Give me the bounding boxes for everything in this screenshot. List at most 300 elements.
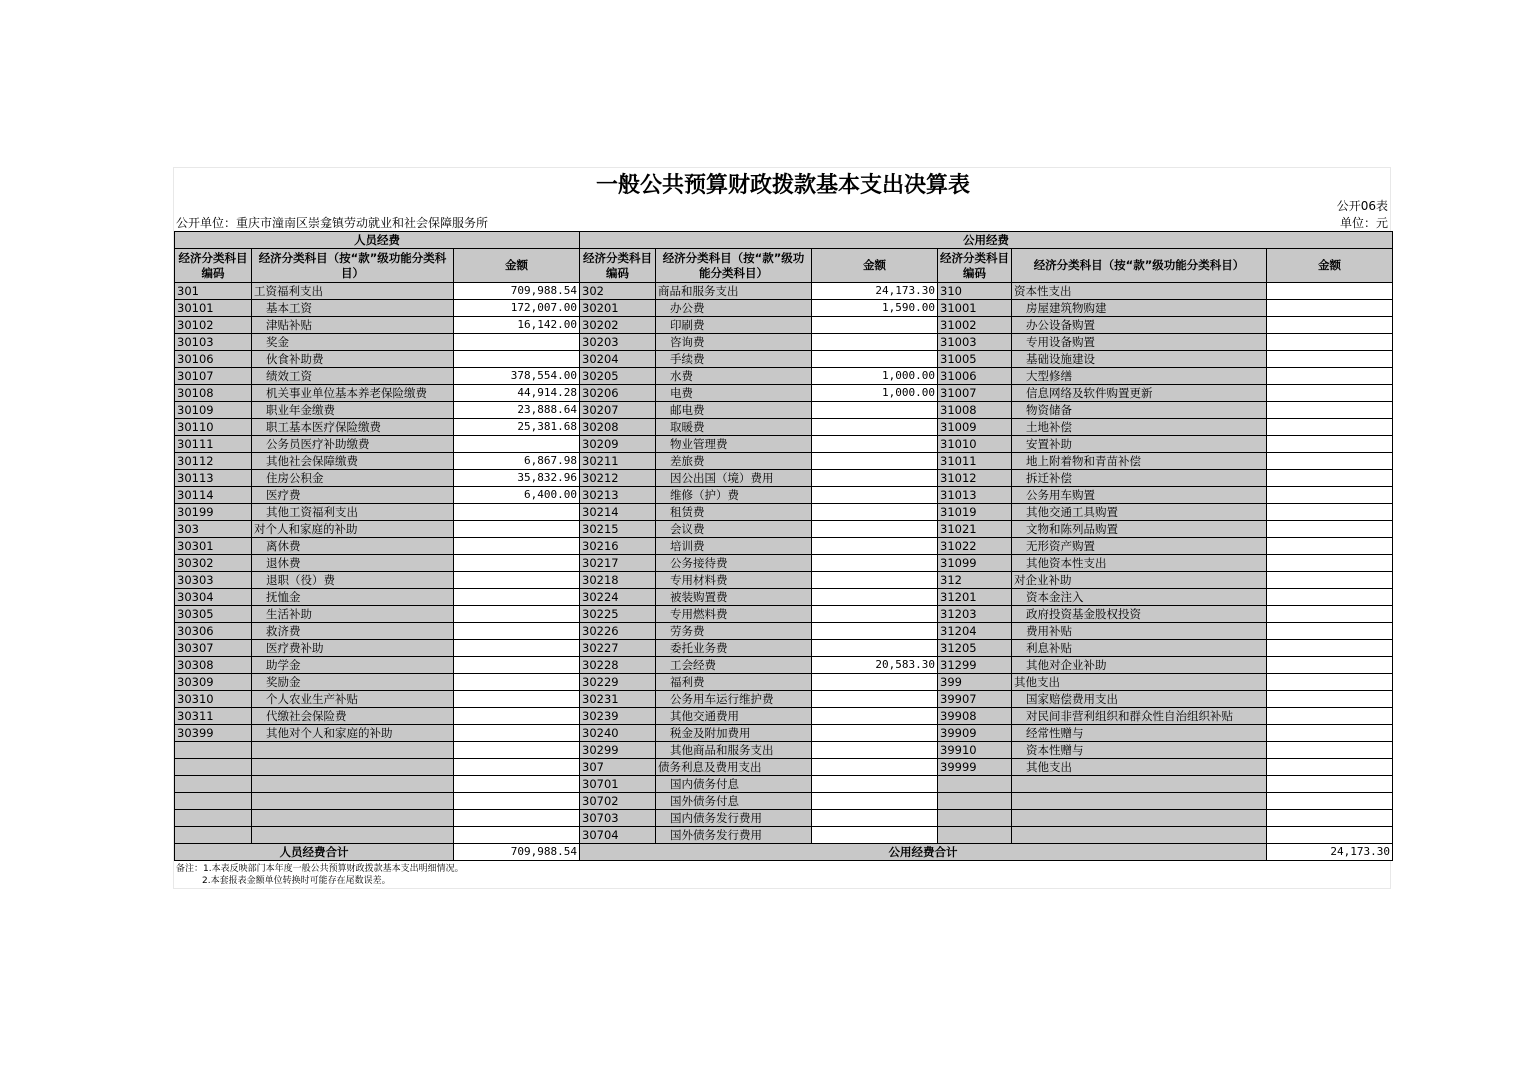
cell-item-name[interactable]: 安置补助 bbox=[1012, 436, 1267, 453]
cell-code[interactable]: 30106 bbox=[175, 351, 252, 368]
cell-item-name[interactable]: 被装购置费 bbox=[656, 589, 812, 606]
cell-code[interactable]: 30209 bbox=[580, 436, 656, 453]
cell-item-name[interactable]: 国家赔偿费用支出 bbox=[1012, 691, 1267, 708]
cell-amount[interactable]: 6,867.98 bbox=[454, 453, 580, 470]
cell-item-name[interactable] bbox=[1012, 827, 1267, 844]
cell-amount[interactable] bbox=[454, 674, 580, 691]
cell-item-name[interactable] bbox=[252, 810, 454, 827]
cell-amount[interactable] bbox=[1267, 640, 1393, 657]
cell-amount[interactable] bbox=[812, 487, 938, 504]
cell-amount[interactable] bbox=[812, 759, 938, 776]
cell-code[interactable]: 30201 bbox=[580, 300, 656, 317]
cell-amount[interactable] bbox=[454, 827, 580, 844]
cell-code[interactable]: 312 bbox=[938, 572, 1012, 589]
cell-code[interactable]: 31019 bbox=[938, 504, 1012, 521]
cell-code[interactable]: 31011 bbox=[938, 453, 1012, 470]
cell-code[interactable]: 30212 bbox=[580, 470, 656, 487]
cell-item-name[interactable]: 经常性赠与 bbox=[1012, 725, 1267, 742]
cell-code[interactable] bbox=[938, 776, 1012, 793]
cell-amount[interactable] bbox=[454, 589, 580, 606]
cell-item-name[interactable]: 公务接待费 bbox=[656, 555, 812, 572]
cell-code[interactable] bbox=[175, 759, 252, 776]
cell-code[interactable]: 31003 bbox=[938, 334, 1012, 351]
cell-amount[interactable] bbox=[454, 504, 580, 521]
cell-item-name[interactable]: 公务用车购置 bbox=[1012, 487, 1267, 504]
cell-amount[interactable]: 25,381.68 bbox=[454, 419, 580, 436]
cell-item-name[interactable]: 其他支出 bbox=[1012, 674, 1267, 691]
cell-item-name[interactable]: 租赁费 bbox=[656, 504, 812, 521]
cell-amount[interactable] bbox=[1267, 385, 1393, 402]
cell-item-name[interactable]: 住房公积金 bbox=[252, 470, 454, 487]
cell-amount[interactable]: 35,832.96 bbox=[454, 470, 580, 487]
cell-amount[interactable] bbox=[1267, 742, 1393, 759]
cell-code[interactable]: 30299 bbox=[580, 742, 656, 759]
cell-item-name[interactable]: 其他交通工具购置 bbox=[1012, 504, 1267, 521]
cell-code[interactable]: 30215 bbox=[580, 521, 656, 538]
cell-item-name[interactable]: 绩效工资 bbox=[252, 368, 454, 385]
cell-code[interactable]: 30701 bbox=[580, 776, 656, 793]
cell-item-name[interactable]: 医疗费补助 bbox=[252, 640, 454, 657]
cell-item-name[interactable]: 个人农业生产补贴 bbox=[252, 691, 454, 708]
cell-amount[interactable] bbox=[1267, 453, 1393, 470]
cell-amount[interactable] bbox=[1267, 623, 1393, 640]
cell-code[interactable] bbox=[938, 793, 1012, 810]
cell-amount[interactable] bbox=[812, 538, 938, 555]
cell-amount[interactable] bbox=[454, 351, 580, 368]
cell-item-name[interactable]: 物业管理费 bbox=[656, 436, 812, 453]
cell-code[interactable]: 31005 bbox=[938, 351, 1012, 368]
cell-code[interactable]: 31205 bbox=[938, 640, 1012, 657]
cell-item-name[interactable]: 物资储备 bbox=[1012, 402, 1267, 419]
cell-amount[interactable] bbox=[812, 606, 938, 623]
cell-item-name[interactable]: 职工基本医疗保险缴费 bbox=[252, 419, 454, 436]
cell-code[interactable] bbox=[938, 810, 1012, 827]
cell-item-name[interactable]: 退休费 bbox=[252, 555, 454, 572]
cell-item-name[interactable]: 其他社会保障缴费 bbox=[252, 453, 454, 470]
cell-item-name[interactable]: 因公出国（境）费用 bbox=[656, 470, 812, 487]
cell-item-name[interactable]: 国外债务发行费用 bbox=[656, 827, 812, 844]
cell-amount[interactable] bbox=[1267, 470, 1393, 487]
cell-item-name[interactable]: 对企业补助 bbox=[1012, 572, 1267, 589]
cell-item-name[interactable]: 国内债务发行费用 bbox=[656, 810, 812, 827]
cell-amount[interactable] bbox=[1267, 708, 1393, 725]
public-total-amount[interactable]: 24,173.30 bbox=[1267, 844, 1393, 861]
cell-item-name[interactable]: 其他支出 bbox=[1012, 759, 1267, 776]
cell-code[interactable] bbox=[938, 827, 1012, 844]
cell-amount[interactable] bbox=[812, 453, 938, 470]
cell-item-name[interactable]: 机关事业单位基本养老保险缴费 bbox=[252, 385, 454, 402]
cell-item-name[interactable]: 地上附着物和青苗补偿 bbox=[1012, 453, 1267, 470]
cell-item-name[interactable]: 拆迁补偿 bbox=[1012, 470, 1267, 487]
cell-amount[interactable] bbox=[1267, 436, 1393, 453]
cell-code[interactable]: 39999 bbox=[938, 759, 1012, 776]
cell-code[interactable]: 303 bbox=[175, 521, 252, 538]
cell-item-name[interactable]: 专用材料费 bbox=[656, 572, 812, 589]
cell-code[interactable]: 30224 bbox=[580, 589, 656, 606]
cell-item-name[interactable]: 生活补助 bbox=[252, 606, 454, 623]
cell-code[interactable] bbox=[175, 810, 252, 827]
cell-item-name[interactable]: 津贴补贴 bbox=[252, 317, 454, 334]
cell-item-name[interactable]: 劳务费 bbox=[656, 623, 812, 640]
cell-amount[interactable]: 1,000.00 bbox=[812, 385, 938, 402]
cell-amount[interactable] bbox=[1267, 555, 1393, 572]
cell-item-name[interactable]: 退职（役）费 bbox=[252, 572, 454, 589]
cell-code[interactable]: 30307 bbox=[175, 640, 252, 657]
cell-amount[interactable] bbox=[454, 640, 580, 657]
cell-code[interactable]: 30109 bbox=[175, 402, 252, 419]
cell-code[interactable]: 30702 bbox=[580, 793, 656, 810]
cell-amount[interactable] bbox=[812, 674, 938, 691]
cell-code[interactable]: 31099 bbox=[938, 555, 1012, 572]
cell-item-name[interactable]: 奖金 bbox=[252, 334, 454, 351]
cell-code[interactable]: 30227 bbox=[580, 640, 656, 657]
cell-item-name[interactable]: 国外债务付息 bbox=[656, 793, 812, 810]
cell-amount[interactable] bbox=[1267, 283, 1393, 300]
cell-amount[interactable] bbox=[454, 572, 580, 589]
cell-amount[interactable]: 1,590.00 bbox=[812, 300, 938, 317]
cell-amount[interactable] bbox=[1267, 317, 1393, 334]
cell-amount[interactable] bbox=[812, 708, 938, 725]
cell-item-name[interactable]: 医疗费 bbox=[252, 487, 454, 504]
cell-amount[interactable] bbox=[1267, 725, 1393, 742]
cell-code[interactable]: 39907 bbox=[938, 691, 1012, 708]
cell-code[interactable]: 31012 bbox=[938, 470, 1012, 487]
cell-item-name[interactable]: 取暖费 bbox=[656, 419, 812, 436]
cell-item-name[interactable]: 工会经费 bbox=[656, 657, 812, 674]
cell-item-name[interactable]: 职业年金缴费 bbox=[252, 402, 454, 419]
cell-code[interactable]: 39910 bbox=[938, 742, 1012, 759]
cell-item-name[interactable]: 维修（护）费 bbox=[656, 487, 812, 504]
cell-item-name[interactable]: 咨询费 bbox=[656, 334, 812, 351]
cell-code[interactable]: 30108 bbox=[175, 385, 252, 402]
cell-amount[interactable] bbox=[1267, 368, 1393, 385]
cell-amount[interactable] bbox=[1267, 674, 1393, 691]
cell-code[interactable]: 30703 bbox=[580, 810, 656, 827]
cell-code[interactable]: 30240 bbox=[580, 725, 656, 742]
cell-item-name[interactable]: 对个人和家庭的补助 bbox=[252, 521, 454, 538]
cell-item-name[interactable]: 债务利息及费用支出 bbox=[656, 759, 812, 776]
cell-amount[interactable] bbox=[1267, 810, 1393, 827]
cell-amount[interactable]: 6,400.00 bbox=[454, 487, 580, 504]
cell-amount[interactable] bbox=[812, 436, 938, 453]
cell-code[interactable]: 39908 bbox=[938, 708, 1012, 725]
cell-item-name[interactable]: 其他商品和服务支出 bbox=[656, 742, 812, 759]
cell-code[interactable]: 30114 bbox=[175, 487, 252, 504]
cell-item-name[interactable]: 培训费 bbox=[656, 538, 812, 555]
cell-amount[interactable] bbox=[454, 691, 580, 708]
cell-code[interactable]: 31006 bbox=[938, 368, 1012, 385]
cell-item-name[interactable] bbox=[252, 759, 454, 776]
cell-amount[interactable] bbox=[1267, 402, 1393, 419]
cell-code[interactable]: 30218 bbox=[580, 572, 656, 589]
cell-amount[interactable] bbox=[812, 402, 938, 419]
cell-amount[interactable] bbox=[454, 776, 580, 793]
cell-item-name[interactable]: 土地补偿 bbox=[1012, 419, 1267, 436]
cell-amount[interactable] bbox=[1267, 776, 1393, 793]
cell-item-name[interactable]: 专用设备购置 bbox=[1012, 334, 1267, 351]
cell-code[interactable]: 30311 bbox=[175, 708, 252, 725]
cell-amount[interactable] bbox=[812, 827, 938, 844]
cell-amount[interactable] bbox=[1267, 334, 1393, 351]
cell-code[interactable]: 31013 bbox=[938, 487, 1012, 504]
cell-amount[interactable] bbox=[812, 776, 938, 793]
cell-amount[interactable] bbox=[1267, 657, 1393, 674]
cell-item-name[interactable]: 资本性支出 bbox=[1012, 283, 1267, 300]
cell-code[interactable]: 30216 bbox=[580, 538, 656, 555]
cell-amount[interactable] bbox=[1267, 691, 1393, 708]
personnel-total-amount[interactable]: 709,988.54 bbox=[454, 844, 580, 861]
cell-amount[interactable] bbox=[812, 419, 938, 436]
cell-item-name[interactable]: 政府投资基金股权投资 bbox=[1012, 606, 1267, 623]
cell-code[interactable]: 31022 bbox=[938, 538, 1012, 555]
cell-code[interactable]: 31001 bbox=[938, 300, 1012, 317]
cell-item-name[interactable]: 资本性赠与 bbox=[1012, 742, 1267, 759]
cell-amount[interactable] bbox=[454, 334, 580, 351]
cell-amount[interactable] bbox=[1267, 793, 1393, 810]
cell-amount[interactable] bbox=[812, 742, 938, 759]
cell-item-name[interactable]: 费用补贴 bbox=[1012, 623, 1267, 640]
cell-amount[interactable] bbox=[812, 521, 938, 538]
cell-item-name[interactable] bbox=[252, 827, 454, 844]
cell-item-name[interactable]: 办公设备购置 bbox=[1012, 317, 1267, 334]
cell-item-name[interactable]: 其他交通费用 bbox=[656, 708, 812, 725]
cell-code[interactable]: 30304 bbox=[175, 589, 252, 606]
cell-amount[interactable] bbox=[1267, 419, 1393, 436]
cell-amount[interactable]: 24,173.30 bbox=[812, 283, 938, 300]
cell-amount[interactable] bbox=[812, 793, 938, 810]
cell-item-name[interactable]: 大型修缮 bbox=[1012, 368, 1267, 385]
cell-item-name[interactable]: 福利费 bbox=[656, 674, 812, 691]
cell-item-name[interactable]: 印刷费 bbox=[656, 317, 812, 334]
cell-item-name[interactable]: 其他对企业补助 bbox=[1012, 657, 1267, 674]
cell-code[interactable]: 30704 bbox=[580, 827, 656, 844]
cell-item-name[interactable]: 伙食补助费 bbox=[252, 351, 454, 368]
cell-amount[interactable] bbox=[1267, 504, 1393, 521]
cell-item-name[interactable] bbox=[1012, 776, 1267, 793]
cell-item-name[interactable]: 利息补贴 bbox=[1012, 640, 1267, 657]
cell-item-name[interactable]: 文物和陈列品购置 bbox=[1012, 521, 1267, 538]
cell-code[interactable]: 30229 bbox=[580, 674, 656, 691]
cell-amount[interactable]: 44,914.28 bbox=[454, 385, 580, 402]
cell-item-name[interactable] bbox=[252, 742, 454, 759]
cell-amount[interactable] bbox=[454, 538, 580, 555]
cell-item-name[interactable]: 资本金注入 bbox=[1012, 589, 1267, 606]
cell-item-name[interactable]: 公务员医疗补助缴费 bbox=[252, 436, 454, 453]
cell-amount[interactable] bbox=[454, 810, 580, 827]
cell-amount[interactable] bbox=[1267, 300, 1393, 317]
cell-amount[interactable]: 709,988.54 bbox=[454, 283, 580, 300]
cell-code[interactable]: 31203 bbox=[938, 606, 1012, 623]
cell-code[interactable]: 31010 bbox=[938, 436, 1012, 453]
cell-code[interactable]: 30302 bbox=[175, 555, 252, 572]
cell-amount[interactable] bbox=[454, 623, 580, 640]
cell-amount[interactable] bbox=[812, 725, 938, 742]
cell-amount[interactable] bbox=[1267, 538, 1393, 555]
cell-code[interactable]: 30399 bbox=[175, 725, 252, 742]
cell-code[interactable]: 30107 bbox=[175, 368, 252, 385]
cell-code[interactable]: 31021 bbox=[938, 521, 1012, 538]
cell-code[interactable] bbox=[175, 742, 252, 759]
cell-amount[interactable] bbox=[454, 657, 580, 674]
cell-code[interactable]: 30228 bbox=[580, 657, 656, 674]
cell-code[interactable]: 30111 bbox=[175, 436, 252, 453]
cell-code[interactable]: 30203 bbox=[580, 334, 656, 351]
cell-item-name[interactable] bbox=[1012, 810, 1267, 827]
cell-code[interactable]: 307 bbox=[580, 759, 656, 776]
cell-code[interactable]: 39909 bbox=[938, 725, 1012, 742]
cell-amount[interactable]: 1,000.00 bbox=[812, 368, 938, 385]
cell-amount[interactable] bbox=[454, 555, 580, 572]
cell-code[interactable]: 302 bbox=[580, 283, 656, 300]
cell-code[interactable]: 30310 bbox=[175, 691, 252, 708]
cell-code[interactable]: 30214 bbox=[580, 504, 656, 521]
cell-item-name[interactable]: 奖励金 bbox=[252, 674, 454, 691]
table-row bbox=[175, 776, 1393, 793]
cell-amount[interactable] bbox=[812, 555, 938, 572]
cell-code[interactable]: 30206 bbox=[580, 385, 656, 402]
cell-amount[interactable] bbox=[812, 810, 938, 827]
cell-code[interactable]: 31299 bbox=[938, 657, 1012, 674]
cell-item-name[interactable]: 会议费 bbox=[656, 521, 812, 538]
cell-amount[interactable] bbox=[812, 351, 938, 368]
cell-amount[interactable]: 23,888.64 bbox=[454, 402, 580, 419]
cell-amount[interactable] bbox=[812, 691, 938, 708]
cell-code[interactable]: 30309 bbox=[175, 674, 252, 691]
cell-amount[interactable] bbox=[812, 589, 938, 606]
cell-amount[interactable] bbox=[1267, 589, 1393, 606]
cell-amount[interactable] bbox=[454, 436, 580, 453]
cell-item-name[interactable]: 基础设施建设 bbox=[1012, 351, 1267, 368]
cell-item-name[interactable]: 离休费 bbox=[252, 538, 454, 555]
cell-item-name[interactable]: 救济费 bbox=[252, 623, 454, 640]
cell-amount[interactable] bbox=[1267, 759, 1393, 776]
cell-amount[interactable] bbox=[454, 708, 580, 725]
cell-code[interactable]: 30301 bbox=[175, 538, 252, 555]
cell-code[interactable]: 30202 bbox=[580, 317, 656, 334]
cell-code[interactable]: 30213 bbox=[580, 487, 656, 504]
cell-item-name[interactable]: 工资福利支出 bbox=[252, 283, 454, 300]
cell-item-name[interactable]: 助学金 bbox=[252, 657, 454, 674]
cell-code[interactable]: 30239 bbox=[580, 708, 656, 725]
cell-amount[interactable]: 378,554.00 bbox=[454, 368, 580, 385]
cell-amount[interactable] bbox=[812, 334, 938, 351]
cell-amount[interactable] bbox=[1267, 572, 1393, 589]
cell-code[interactable]: 30112 bbox=[175, 453, 252, 470]
cell-amount[interactable] bbox=[1267, 521, 1393, 538]
cell-item-name[interactable]: 基本工资 bbox=[252, 300, 454, 317]
cell-item-name[interactable]: 无形资产购置 bbox=[1012, 538, 1267, 555]
cell-code[interactable]: 30306 bbox=[175, 623, 252, 640]
cell-code[interactable]: 30102 bbox=[175, 317, 252, 334]
cell-code[interactable]: 31204 bbox=[938, 623, 1012, 640]
cell-code[interactable]: 30231 bbox=[580, 691, 656, 708]
cell-code[interactable]: 301 bbox=[175, 283, 252, 300]
cell-item-name[interactable]: 抚恤金 bbox=[252, 589, 454, 606]
cell-amount[interactable] bbox=[454, 725, 580, 742]
cell-item-name[interactable]: 信息网络及软件购置更新 bbox=[1012, 385, 1267, 402]
cell-code[interactable]: 30101 bbox=[175, 300, 252, 317]
cell-amount[interactable] bbox=[1267, 606, 1393, 623]
cell-code[interactable]: 30103 bbox=[175, 334, 252, 351]
cell-code[interactable]: 30207 bbox=[580, 402, 656, 419]
cell-code[interactable]: 31007 bbox=[938, 385, 1012, 402]
cell-code[interactable]: 30305 bbox=[175, 606, 252, 623]
cell-amount[interactable] bbox=[812, 470, 938, 487]
cell-amount[interactable] bbox=[1267, 351, 1393, 368]
cell-item-name[interactable]: 国内债务付息 bbox=[656, 776, 812, 793]
cell-item-name[interactable]: 房屋建筑物购建 bbox=[1012, 300, 1267, 317]
cell-item-name[interactable]: 水费 bbox=[656, 368, 812, 385]
cell-code[interactable]: 30205 bbox=[580, 368, 656, 385]
cell-code[interactable]: 31002 bbox=[938, 317, 1012, 334]
cell-amount[interactable] bbox=[812, 504, 938, 521]
cell-code[interactable]: 30113 bbox=[175, 470, 252, 487]
cell-item-name[interactable]: 其他对个人和家庭的补助 bbox=[252, 725, 454, 742]
cell-amount[interactable] bbox=[812, 317, 938, 334]
cell-item-name[interactable]: 差旅费 bbox=[656, 453, 812, 470]
cell-code[interactable]: 31008 bbox=[938, 402, 1012, 419]
cell-code[interactable]: 30308 bbox=[175, 657, 252, 674]
cell-item-name[interactable]: 委托业务费 bbox=[656, 640, 812, 657]
cell-amount[interactable] bbox=[812, 640, 938, 657]
cell-item-name[interactable]: 其他资本性支出 bbox=[1012, 555, 1267, 572]
cell-code[interactable]: 31009 bbox=[938, 419, 1012, 436]
cell-item-name[interactable]: 公务用车运行维护费 bbox=[656, 691, 812, 708]
cell-code[interactable]: 30204 bbox=[580, 351, 656, 368]
cell-item-name[interactable]: 邮电费 bbox=[656, 402, 812, 419]
cell-amount[interactable] bbox=[454, 793, 580, 810]
cell-item-name[interactable]: 其他工资福利支出 bbox=[252, 504, 454, 521]
cell-item-name[interactable]: 办公费 bbox=[656, 300, 812, 317]
cell-item-name[interactable]: 商品和服务支出 bbox=[656, 283, 812, 300]
cell-code[interactable]: 30199 bbox=[175, 504, 252, 521]
cell-code[interactable] bbox=[175, 776, 252, 793]
cell-amount[interactable]: 20,583.30 bbox=[812, 657, 938, 674]
cell-amount[interactable] bbox=[454, 742, 580, 759]
cell-item-name[interactable]: 专用燃料费 bbox=[656, 606, 812, 623]
cell-code[interactable]: 30208 bbox=[580, 419, 656, 436]
cell-amount[interactable] bbox=[812, 572, 938, 589]
cell-item-name[interactable] bbox=[252, 776, 454, 793]
cell-item-name[interactable]: 手续费 bbox=[656, 351, 812, 368]
cell-amount[interactable]: 172,007.00 bbox=[454, 300, 580, 317]
cell-amount[interactable] bbox=[454, 606, 580, 623]
cell-amount[interactable] bbox=[1267, 487, 1393, 504]
cell-item-name[interactable]: 代缴社会保险费 bbox=[252, 708, 454, 725]
cell-item-name[interactable] bbox=[1012, 793, 1267, 810]
cell-code[interactable]: 30211 bbox=[580, 453, 656, 470]
cell-amount[interactable] bbox=[454, 759, 580, 776]
cell-amount[interactable] bbox=[454, 521, 580, 538]
cell-code[interactable] bbox=[175, 793, 252, 810]
cell-code[interactable]: 30226 bbox=[580, 623, 656, 640]
cell-code[interactable]: 30110 bbox=[175, 419, 252, 436]
cell-amount[interactable] bbox=[1267, 827, 1393, 844]
cell-amount[interactable]: 16,142.00 bbox=[454, 317, 580, 334]
cell-item-name[interactable]: 税金及附加费用 bbox=[656, 725, 812, 742]
cell-item-name[interactable] bbox=[252, 793, 454, 810]
cell-code[interactable]: 30225 bbox=[580, 606, 656, 623]
cell-item-name[interactable]: 电费 bbox=[656, 385, 812, 402]
cell-code[interactable] bbox=[175, 827, 252, 844]
cell-amount[interactable] bbox=[812, 623, 938, 640]
cell-code[interactable]: 399 bbox=[938, 674, 1012, 691]
cell-item-name[interactable]: 对民间非营利组织和群众性自治组织补贴 bbox=[1012, 708, 1267, 725]
cell-code[interactable]: 30303 bbox=[175, 572, 252, 589]
cell-code[interactable]: 310 bbox=[938, 283, 1012, 300]
cell-code[interactable]: 31201 bbox=[938, 589, 1012, 606]
cell-code[interactable]: 30217 bbox=[580, 555, 656, 572]
